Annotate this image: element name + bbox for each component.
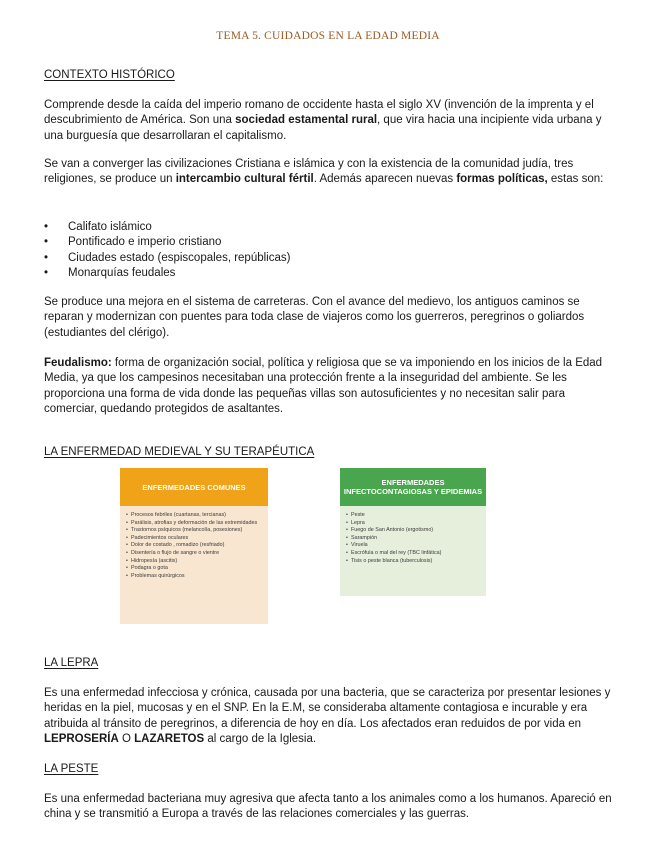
section-heading-peste: LA PESTE [44, 763, 99, 775]
enfermedades-comunes-box [120, 468, 268, 624]
section-heading-enfermedad: LA ENFERMEDAD MEDIEVAL Y SU TERAPÉUTICA [44, 446, 315, 458]
bullet-icon: • [44, 251, 49, 264]
list-item: • Viruela [346, 542, 480, 550]
section-heading-contexto: CONTEXTO HISTÓRICO [44, 69, 175, 81]
paragraph-peste: Es una enfermedad bacteriana muy agresiva que afecta tanto a los animales como a los humanos. Apareció en china y se transmitió a Europa a través de las relaciones comerciales y las guerras. [44, 793, 612, 821]
list-item: • Trastornos psíquicos (melancolía, posesiones) [126, 527, 262, 535]
paragraph-contexto-1: Comprende desde la caída del imperio romano de occidente hasta el siglo XV (invención de la imprenta y el descubrimiento de América. Son una sociedad estamental rural, que vira hacia una incipiente vida urbana y una burguesía que desarrollaran el capitalismo. [44, 99, 602, 142]
list-item: • Fuego de San Antonio (ergotismo) [346, 527, 480, 535]
paragraph-contexto-2: Se van a converger las civilizaciones Cristiana e islámica y con la existencia de la comunidad judía, tres religiones, se produce un intercambio cultural fértil. Además aparecen nuevas formas políticas, estas son: [44, 158, 604, 186]
paragraph-feudalismo: Feudalismo: forma de organización social, política y religiosa que se va imponiendo en los inicios de la Edad Media, ya que los campesinos necesitaban una protección frente a la inseguridad del ambiente. Se les proporciona una forma de vida donde las pequeñas villas son autosuficientes y no necesitan salir para comerciar, quedando protegidos de asaltantes. [44, 357, 603, 415]
list-item: • Monarquías feudales [44, 266, 564, 281]
list-item: • Parálisis, atrofias y deformación de las extremidades [126, 520, 262, 528]
bullet-icon: • [44, 266, 49, 279]
list-item: • Dolor de costado , romadizo (resfriado) [126, 542, 262, 550]
list-item: • Tisis o peste blanca (tuberculosis) [346, 558, 480, 566]
list-item: • Hidropesía (ascitis) [126, 558, 262, 566]
enfermedades-comunes-title: ENFERMEDADES COMUNES [120, 468, 268, 506]
formas-politicas-list [44, 220, 564, 281]
paragraph-lepra: Es una enfermedad infecciosa y crónica, causada por una bacteria, que se caracteriza por presentar lesiones y heridas en la piel, mucosas y en el SNP. En la E.M, se consideraba altamente contagiosa e incurable y era atribuida al tránsito de peregrinos, a diferencia de hoy en día. Los afectados eran reduidos de por vida en LEPROSERÍA O LAZARETOS al cargo de la Iglesia. [44, 687, 611, 745]
enfermedades-infectocontagiosas-title: ENFERMEDADES INFECTOCONTAGIOSAS Y EPIDEMIAS [340, 468, 486, 506]
enfermedades-infectocontagiosas-box [340, 468, 486, 596]
list-item: • Padecimientos oculares [126, 535, 262, 543]
enfermedades-infectocontagiosas-list [340, 506, 486, 565]
list-item: • Disentería o flujo de sangre o vientre [126, 550, 262, 558]
section-heading-lepra: LA LEPRA [44, 657, 99, 669]
bullet-icon: • [44, 221, 49, 233]
list-item: • Lepra [346, 520, 480, 528]
list-item: • Califato islámico [44, 220, 564, 235]
bullet-icon: • [44, 236, 49, 249]
list-item: • Procesos febriles (cuartanas, tercianas) [126, 512, 262, 520]
list-item: • Peste [346, 512, 480, 520]
paragraph-carreteras: Se produce una mejora en el sistema de carreteras. Con el avance del medievo, los antiguos caminos se reparan y modernizan con puentes para toda clase de viajeros como los guerreros, peregrinos o goliardos (estudiantes del clérigo). [44, 296, 585, 339]
enfermedades-comunes-list [120, 506, 268, 580]
list-item: • Ciudades estado (espiscopales, repúblicas) [44, 251, 564, 266]
list-item: • Sarampión [346, 535, 480, 543]
document-title: TEMA 5. CUIDADOS EN LA EDAD MEDIA [216, 30, 440, 42]
list-item: • Pontificado e imperio cristiano [44, 235, 564, 250]
list-item: • Podagra o gota [126, 565, 262, 573]
list-item: • Escrófula o mal del rey (TBC linfática) [346, 550, 480, 558]
list-item: • Problemas quirúrgicos [126, 573, 262, 581]
